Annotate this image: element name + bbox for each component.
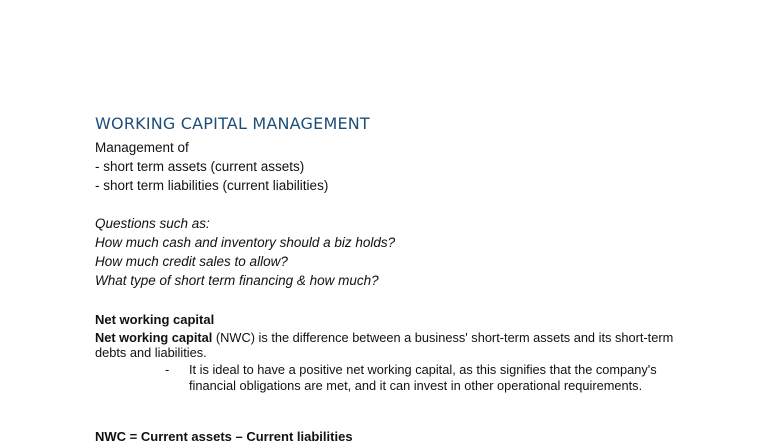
intro-line-2: - short term assets (current assets) [95, 159, 305, 174]
intro-line-3: - short term liabilities (current liabilities) [95, 178, 329, 193]
nwc-bullet-text: It is ideal to have a positive net working capital, as this signifies that the company's financial obligations are met, and it can invest in other operational requirements. [189, 362, 657, 393]
nwc-term: Net working capital [95, 330, 213, 345]
bullet-marker: - [165, 362, 170, 377]
nwc-formula: NWC = Current assets – Current liabilities [95, 429, 353, 441]
nwc-definition-rest: (NWC) is the difference between a business' short-term assets and its short-term debts and liabilities. [95, 330, 674, 360]
question-1: How much cash and inventory should a biz holds? [95, 235, 396, 250]
question-2: How much credit sales to allow? [95, 254, 288, 269]
question-3: What type of short term financing & how much? [95, 273, 379, 288]
nwc-definition [95, 330, 695, 360]
nwc-heading: Net working capital [95, 312, 215, 327]
page-title: WORKING CAPITAL MANAGEMENT [95, 114, 370, 133]
questions-heading: Questions such as: [95, 216, 210, 231]
intro-line-1: Management of [95, 140, 189, 155]
